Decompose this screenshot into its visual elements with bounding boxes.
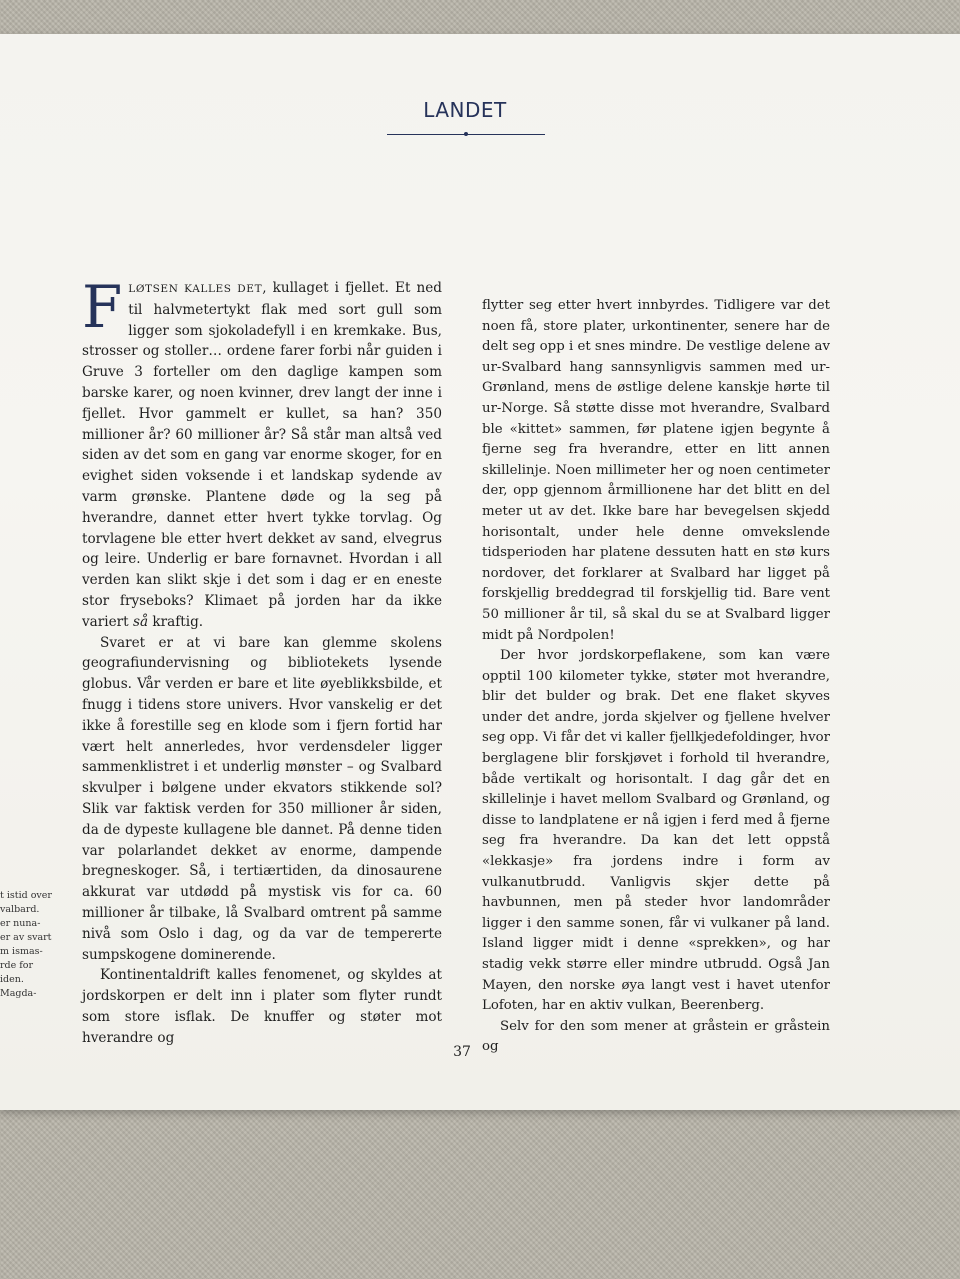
margin-note-line: iden. — [0, 974, 24, 985]
margin-note — [0, 889, 60, 1001]
drop-cap: F — [82, 273, 123, 341]
chapter-title: LANDET — [423, 98, 507, 122]
margin-note-line: m ismas- — [0, 946, 43, 957]
margin-note-line: er av svart — [0, 932, 52, 943]
right-text-column — [482, 296, 830, 1058]
margin-note-line: er nuna- — [0, 918, 41, 929]
left-text-column — [82, 273, 442, 1048]
margin-note-line: Magda- — [0, 988, 37, 999]
paragraph-5: Der hvor jordskorpeflakene, som kan være opptil 100 kilometer tykke, støter mot hverandre, blir det bulder og brak. Det ene flaket skyves under det andre, jorda skjelver og fjellene hvelver seg opp. Vi får det vi kaller fjellkjedefoldinger, hvor berglagene blir forskjøvet i forhold til hverandre, både vertikalt og horisontalt. I dag går det en skillelinje i havet mellom Svalbard og Grønland, og disse to landplatene er nå igjen i ferd med å fjerne seg fra hverandre. Da kan det lett oppstå «lekkasje» fra jordens indre i form av vulkanutbrudd. Vanligvis skjer dette på havbunnen, men på steder hvor landområder ligger i den samme sonen, får vi vulkaner på land. Island ligger midt i denne «sprekken», og har stadig vekk større eller mindre utbrudd. Også Jan Mayen, den norske øya langt vest i havet utenfor Lofoten, har en aktiv vulkan, Beerenberg. — [482, 648, 830, 1014]
paragraph-3: Kontinentaldrift kalles fenomenet, og skyldes at jordskorpen er delt inn i plater som flyter rundt som store isflak. De knuffer og støter mot hverandre og — [82, 967, 442, 1046]
book-page — [0, 34, 960, 1110]
paragraph-1-end: kraftig. — [148, 613, 204, 630]
lead-small-caps: LØTSEN KALLES DET — [128, 283, 263, 295]
paragraph-1 — [82, 273, 442, 633]
paragraph-2: Svaret er at vi bare kan glemme skolens geografiundervisning og bibliotekets lysende globus. Vår verden er bare et lite øyeblikksbilde, et fnugg i tidens store univers. Hvor vanskelig er det ikke å forestille seg en klode som i fjern fortid har vært helt annerledes, hvor verdensdeler ligger sammenklistret i et underlig mønster – og Svalbard skvulper i bølgene under ekvators stikkende sol? Slik var faktisk verden for 350 millioner år siden, da de dypeste kullagene ble dannet. På denne tiden var polarlandet dekket av enorme, dampende bregneskoger. Så, i tertiærtiden, da dinosaurene akkurat var utdødd på mystisk vis for ca. 60 millioner år tilbake, lå Svalbard omtrent på samme nivå som Oslo i dag, og da var de tempererte sumpskogene dominerende. — [82, 634, 442, 963]
margin-note-line: rde for — [0, 960, 34, 971]
page-number: 37 — [453, 1044, 471, 1060]
title-ornament-dot — [464, 132, 468, 136]
paragraph-4: flytter seg etter hvert innbyrdes. Tidligere var det noen få, store plater, urkontinenter, senere har de delt seg opp i et snes mindre. De vestlige delene av ur-Svalbard hang sannsynligvis sammen med ur-Grønland, mens de østlige delene kanskje hørte til ur-Norge. Så støtte disse mot hverandre, Svalbard ble «kittet» sammen, før platene igjen begynte å fjerne seg fra hverandre, etter en litt annen skillelinje. Noen millimeter her og noen centimeter der, opp gjennom årmillionene har det blitt en del meter ut av det. Ikke bare har bevegelsen skjedd horisontalt, under hele denne omvekslende tidsperioden har platene dessuten hatt en stø kurs nordover, det forklarer at Svalbard har ligget på forskjellig breddegrad til forskjellig tid. Bare vent 50 millioner år til, så skal du se at Svalbard ligger midt på Nordpolen! — [482, 298, 830, 643]
margin-note-line: t istid over — [0, 890, 52, 901]
margin-note-line: valbard. — [0, 904, 40, 915]
italic-emphasis: så — [132, 613, 149, 630]
paragraph-1-text: , kullaget i fjellet. Et ned til halvmetertykt flak med sort gull som ligger som sjokoladefyll i en kremkake. Bus, strosser og stoller… ordene farer forbi når guiden i Gruve 3 forteller om den daglige kampen som barske karer, og noen kvinner, drev langt der inne i fjellet. Hvor gammelt er kullet, sa han? 350 millioner år? 60 millioner år? Så står man altså ved siden av det som en gang var enorme skoger, for en evighet siden voksende i et landskap sydende av varm grønske. Plantene døde og la seg på hverandre, dannet etter hvert tykke torvlag. Og torvlagene ble etter hvert dekket av sand, elvegrus og leire. Underlig er bare fornavnet. Hvordan i all verden kan slikt skje i det som i dag er en eneste stor fryseboks? Klimaet på jorden har da ikke variert — [82, 280, 442, 630]
paragraph-6: Selv for den som mener at gråstein er gråstein og — [482, 1018, 830, 1055]
